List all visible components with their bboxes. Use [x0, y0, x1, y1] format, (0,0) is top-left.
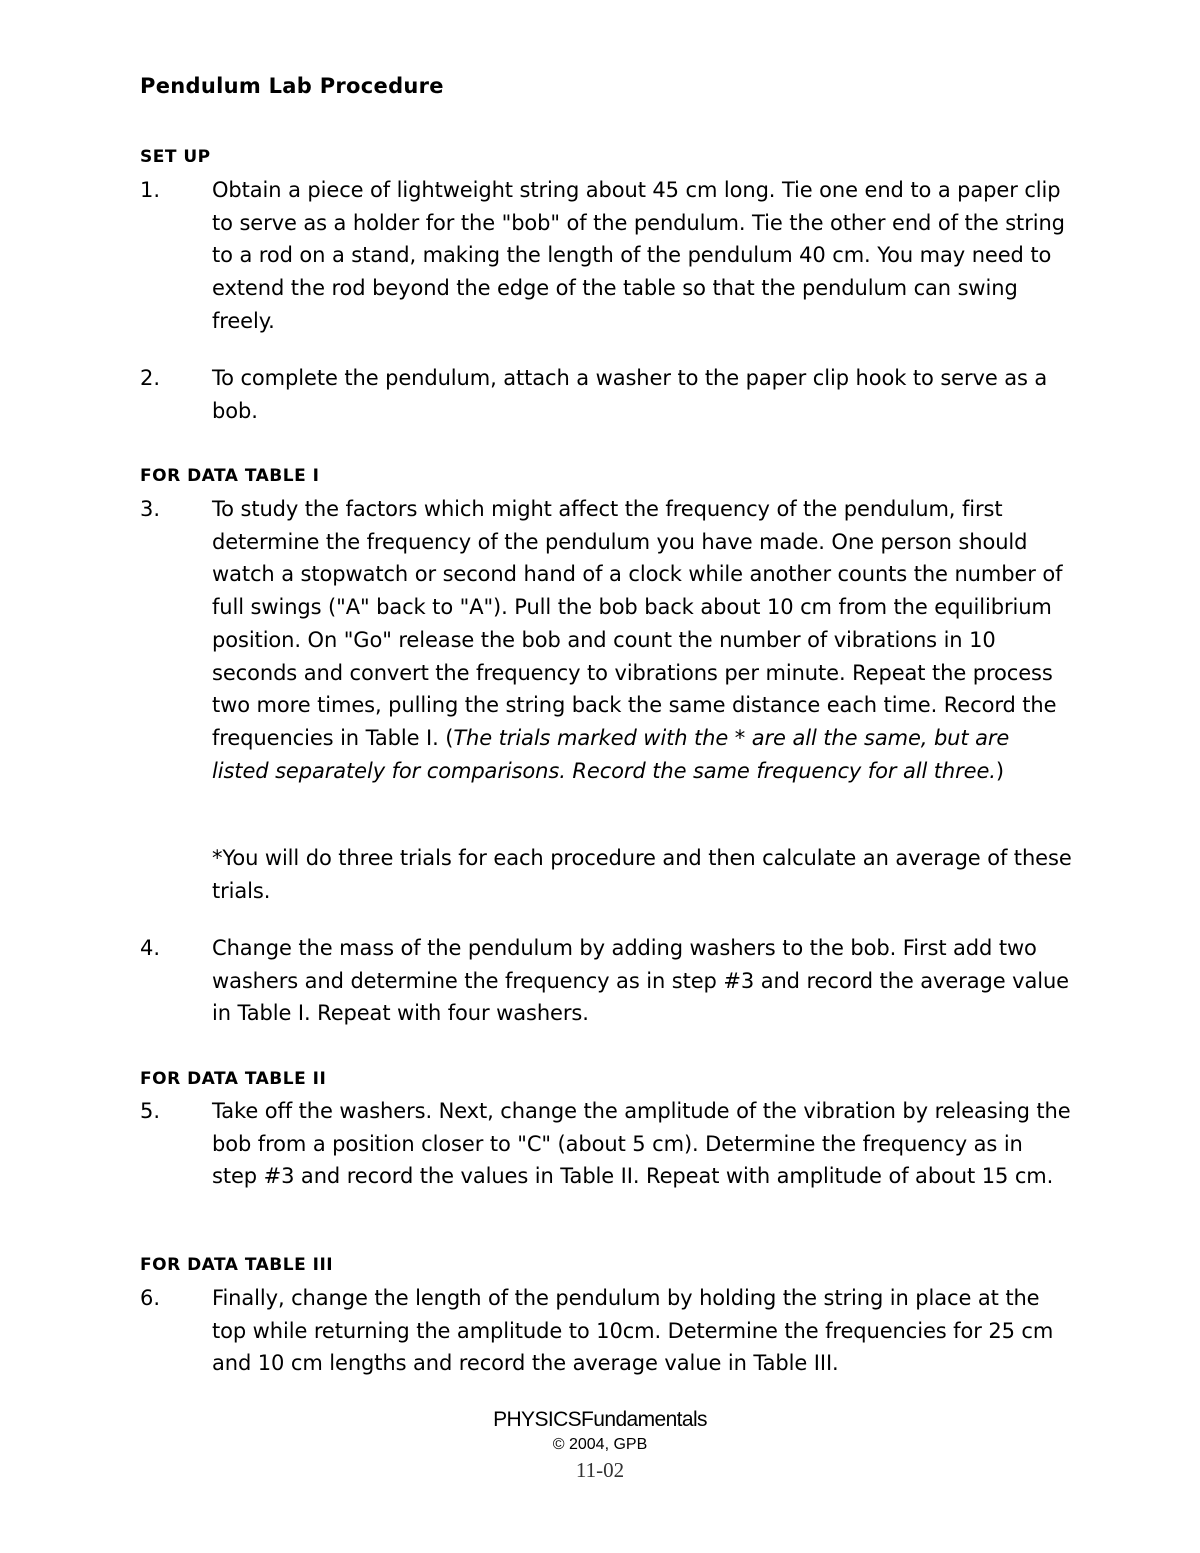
step-text-3-italic-note: The trials marked with the * are all the same, but are listed separately for comparisons. Record the same frequency for all three. [212, 725, 1010, 783]
step-text-3-main: To study the factors which might affect the frequency of the pendulum, first determine the frequency of the pendulum you have made. One person should watch a stopwatch or second hand of a clock while another counts the number of full swings ("A" back to "A"). Pull the bob back about 10 cm from the equilibrium position. On "Go" release the bob and count the number of vibrations in 10 seconds and convert the frequency to vibrations per minute. Repeat the process two more times, pulling the string back the same distance each time. Record the frequencies in Table I. ( [212, 497, 1063, 750]
step-text-4: Change the mass of the pendulum by adding washers to the bob. First add two washers and determine the frequency as in step #3 and record the average value in Table I. Repeat with four washers. [212, 936, 1069, 1026]
step-number-6: 6. [140, 1286, 161, 1310]
section-heading-table-2: FOR DATA TABLE II [140, 1069, 327, 1089]
section-heading-table-1: FOR DATA TABLE I [140, 466, 320, 486]
step-number-4: 4. [140, 936, 161, 960]
footer-copyright: © 2004, GPB [552, 1436, 648, 1453]
page-title: Pendulum Lab Procedure [140, 74, 444, 98]
step-text-5: Take off the washers. Next, change the amplitude of the vibration by releasing the bob from a position closer to "C" (about 5 cm). Determine the frequency as in step #3 and record the values in Table II. Repeat with amplitude of about 15 cm. [212, 1099, 1071, 1189]
page-number: 11-02 [575, 1458, 625, 1482]
step-text-3 [212, 493, 1072, 787]
step-number-3: 3. [140, 497, 161, 521]
step-text-2: To complete the pendulum, attach a washer to the paper clip hook to serve as a bob. [212, 366, 1048, 423]
step-number-2: 2. [140, 366, 161, 390]
step-text-3-close: ) [995, 758, 1004, 783]
section-heading-setup: SET UP [140, 147, 211, 167]
section-heading-table-3: FOR DATA TABLE III [140, 1255, 334, 1275]
footer-brand: PHYSICSFundamentals [493, 1408, 707, 1431]
step-text-6: Finally, change the length of the pendulum by holding the string in place at the top while returning the amplitude to 10cm. Determine the frequencies for 25 cm and 10 cm lengths and record the average value in Table III. [212, 1286, 1054, 1376]
step-number-5: 5. [140, 1099, 161, 1123]
step-number-1: 1. [140, 178, 161, 202]
step-3-trials-note: *You will do three trials for each procedure and then calculate an average of these trials. [212, 846, 1072, 903]
step-text-1: Obtain a piece of lightweight string about 45 cm long. Tie one end to a paper clip to serve as a holder for the "bob" of the pendulum. Tie the other end of the string to a rod on a stand, making the length of the pendulum 40 cm. You may need to extend the rod beyond the edge of the table so that the pendulum can swing freely. [212, 178, 1065, 333]
